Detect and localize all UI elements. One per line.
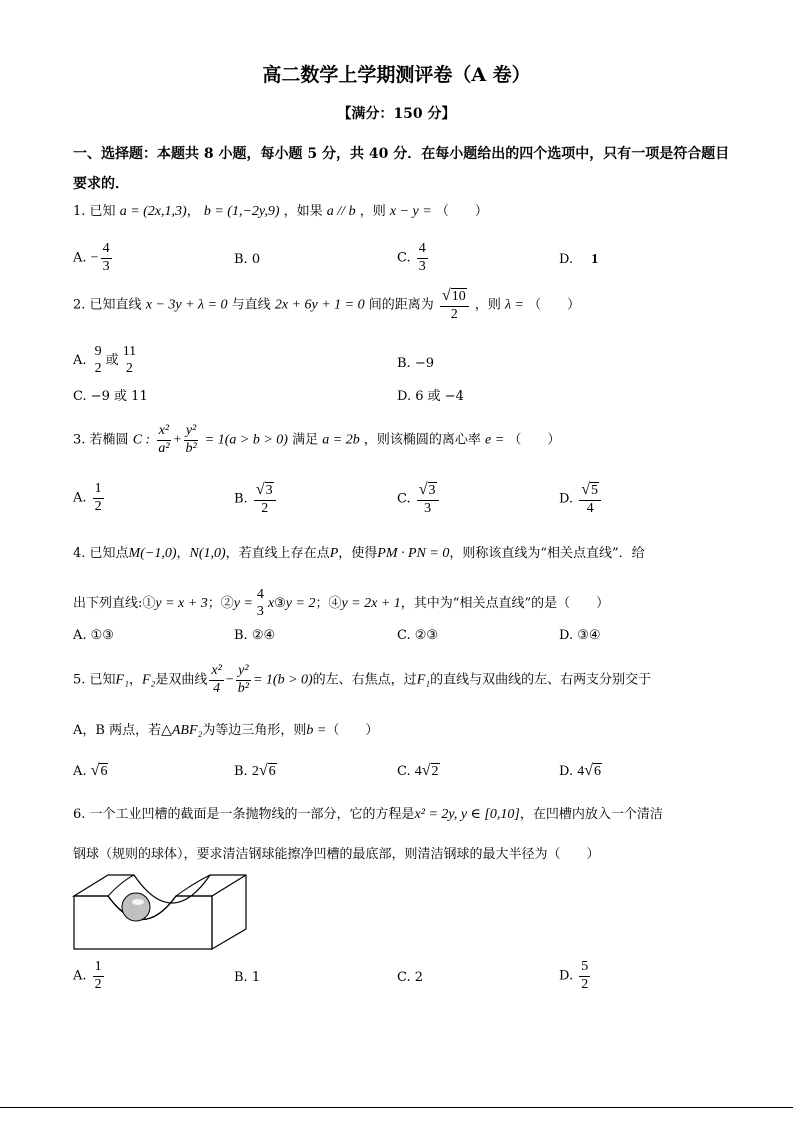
q6-option-d	[559, 960, 592, 992]
q1-bracket: （ ）	[435, 204, 488, 219]
q2-option-a-or: 或	[105, 353, 119, 369]
q5-option-c-radicand: 2	[431, 764, 439, 779]
page-title: 高二数学上学期测评卷（A 卷）	[262, 64, 531, 86]
question-6-line2: 钢球（规则的球体），要求清洁钢球能擦净凹槽的最底部，则清洁钢球的最大半径为（ ）	[73, 847, 600, 862]
q5-comma: ，	[128, 672, 142, 688]
q5-option-a: A. √ 6	[73, 762, 108, 779]
q2-line1: x − 3y + λ = 0	[145, 297, 228, 313]
q1-vector-a: a = (2x,1,3)	[119, 204, 187, 219]
q1-option-d	[559, 253, 598, 267]
q2-option-b: B. −9	[397, 356, 434, 371]
q3-y-term: $\frac{\text{y²}}{\text{b²}}$	[185, 423, 197, 456]
q6-option-a-fraction: $\frac{1}{2}$	[94, 959, 102, 992]
groove-inner-curve	[108, 875, 134, 896]
q2-line2: 2x + 6y + 1 = 0	[274, 297, 365, 313]
q5-triangle: △ABF₂	[161, 723, 203, 738]
q3-plus: +	[173, 432, 182, 448]
q6-option-b: B. 1	[234, 970, 261, 985]
q4-option-d: D. ③④	[559, 628, 601, 643]
q5-focus-1b: F₁	[416, 672, 431, 688]
q4-comma: ，	[176, 546, 190, 561]
q4-option-c: C. ②③	[397, 628, 439, 643]
q5-option-d-label: D.	[559, 764, 574, 779]
q5-option-b: B. 2 √ 6	[234, 762, 276, 779]
q5-equation-rhs: = 1(b > 0)	[252, 672, 313, 688]
q5-minus: −	[225, 672, 234, 688]
q4-point-m: M(−1,0)	[128, 546, 177, 561]
question-2	[73, 288, 580, 322]
q6-option-d-label: D.	[559, 968, 574, 984]
q4-line-2-fraction: 4 3	[256, 587, 264, 619]
q3-then: ，则该椭圆的离心率	[363, 432, 481, 448]
groove-inner-curve-right	[176, 875, 210, 896]
q4-line-1: y = x + 3	[155, 596, 208, 612]
q4-number: 4. 已知点	[73, 546, 129, 561]
q1-vector-b: b = (1,−2y,9)	[203, 204, 280, 219]
question-5-line2	[73, 724, 378, 738]
q4-option-a: A. ①③	[73, 628, 114, 643]
q5-option-a-radicand: 6	[100, 764, 108, 779]
q6-text-1: 6. 一个工业凹槽的截面是一条抛物线的一部分，它的方程是	[73, 807, 415, 822]
q1-condition: a // b	[326, 204, 356, 219]
steel-ball-icon	[122, 893, 150, 921]
q1-expression: x − y =	[389, 204, 432, 219]
q2-option-a	[73, 345, 140, 376]
groove-edge-right	[212, 875, 246, 896]
q5-option-d: D. 4 √ 6	[559, 762, 602, 779]
q1-option-c	[397, 242, 430, 274]
q3-option-a-fraction: $\frac{1}{2}$	[94, 481, 102, 514]
question-5	[73, 664, 651, 696]
q3-ellipse-name: C :	[132, 432, 151, 448]
q4-sep-2: ；②	[207, 596, 234, 612]
q4-sep-4: ；④	[315, 596, 342, 612]
question-3	[73, 424, 560, 456]
q2-option-a-frac1: 9 2	[94, 344, 102, 376]
q5-focus-1: F₁	[115, 672, 129, 688]
q4-tail: ，则称该直线为“相关点直线”．给	[449, 546, 645, 561]
q1-option-c-fraction: $\frac{4}{3}$	[418, 241, 426, 274]
q3-equation-rhs: = 1(a > b > 0)	[204, 432, 288, 448]
q5-tail-2: 的直线与双曲线的左、右两支分别交于	[430, 672, 652, 688]
q3-option-d-label: D.	[559, 491, 574, 507]
q2-option-a-label: A.	[73, 353, 87, 369]
q5-tail: 的左、右焦点，过	[312, 672, 417, 688]
q3-number: 3. 若椭圆	[73, 432, 129, 448]
q2-option-c: C. −9 或 11	[73, 389, 148, 404]
q3-eccentricity: e =	[485, 432, 505, 448]
q6-text-2: ，在凹槽内放入一个清洁	[519, 807, 663, 822]
q6-option-a	[73, 960, 106, 992]
q5-bracket: （ ）	[326, 723, 379, 738]
q4-point-n: N(1,0)	[189, 546, 226, 561]
q1-option-d-value: 1	[591, 252, 599, 267]
q2-distance-value: √ 10 2	[440, 288, 469, 322]
q1-then: ，则	[359, 204, 386, 219]
q4-line-4: y = 2x + 1	[341, 596, 401, 612]
q3-option-b-fraction: √ 3 2	[254, 482, 276, 516]
groove-back-edge	[74, 875, 246, 949]
q1-if: ，如果	[283, 204, 323, 219]
q1-option-d-label: D.	[559, 252, 574, 267]
question-4	[73, 547, 645, 561]
q5-focus-2: F₂	[141, 672, 156, 688]
q4-line-2-lhs: y =	[233, 596, 253, 612]
q5-option-b-label: B.	[234, 764, 248, 779]
q3-option-c-fraction: √ 3 3	[417, 482, 439, 516]
section-heading: 一、选择题：本题共 8 小题，每小题 5 分，共 40 分．在每小题给出的四个选项中，只有一项是符合题目要求的．	[73, 146, 730, 192]
q1-option-c-label: C.	[397, 250, 411, 266]
ball-highlight	[132, 899, 144, 905]
q5-y-term: $\frac{\text{y²}}{\text{b²}}$	[237, 663, 249, 696]
q4-line-3: y = 2	[285, 596, 316, 612]
q1-option-a-label: A.	[73, 250, 87, 266]
q1-option-a-fraction: $\frac{4}{3}$	[102, 241, 110, 274]
q1-option-a-minus: −	[90, 250, 99, 266]
q5-option-c-coef: 4	[414, 764, 422, 779]
q5-option-b-coef: 2	[251, 764, 259, 779]
q3-option-c	[397, 482, 441, 516]
q3-condition: a = 2b	[322, 432, 360, 448]
q6-equation: x² = 2y, y ∈ [0,10]	[414, 807, 520, 822]
q5-option-c: C. 4 √ 2	[397, 762, 439, 779]
q5-option-a-label: A.	[73, 764, 87, 779]
q2-option-d: D. 6 或 −4	[397, 389, 464, 404]
question-4-line2	[73, 588, 609, 619]
q5-option-d-coef: 4	[577, 764, 585, 779]
q4-sep-3: ③	[274, 596, 286, 612]
q3-x-term: $\frac{\text{x²}}{\text{a²}}$	[158, 423, 170, 456]
q4-dot-product: PM · PN = 0	[377, 546, 450, 561]
full-score: 【满分：150 分】	[337, 106, 456, 122]
q5-line2-intro: A，B 两点，若	[73, 723, 162, 738]
q3-satisfies: 满足	[292, 432, 319, 448]
q6-option-a-label: A.	[73, 968, 87, 984]
q3-option-a-label: A.	[73, 490, 87, 506]
q2-then: ，则	[474, 297, 501, 313]
q2-option-a-frac2: 11 2	[122, 344, 137, 376]
q5-option-b-radicand: 6	[268, 764, 276, 779]
q4-mid: ，若直线上存在点	[225, 546, 330, 561]
q3-option-b-label: B.	[234, 491, 248, 507]
q5-number: 5. 已知	[73, 672, 116, 688]
q6-option-d-fraction: $\frac{5}{2}$	[581, 959, 589, 992]
q1-option-b: B. 0	[234, 252, 261, 267]
q2-bracket: （ ）	[528, 297, 581, 313]
q5-option-d-radicand: 6	[594, 764, 602, 779]
q5-line2-mid: 为等边三角形，则	[202, 723, 307, 738]
q5-option-c-label: C.	[397, 764, 411, 779]
page-footer-rule	[0, 1107, 793, 1108]
q3-bracket: （ ）	[508, 432, 561, 448]
q4-lines-intro: 出下列直线:①	[73, 596, 156, 612]
q2-lambda: λ =	[504, 297, 524, 313]
q3-option-a	[73, 482, 106, 514]
q5-x-term: $\frac{\text{x²}}{4}$	[211, 663, 222, 696]
q4-tail-2: ，其中为“相关点直线”的是（ ）	[400, 596, 610, 612]
q6-option-c: C. 2	[397, 970, 424, 985]
q4-line-2-x: x	[267, 596, 275, 612]
q3-option-c-label: C.	[397, 491, 411, 507]
q1-number: 1. 已知	[73, 204, 116, 219]
q4-point-p: P	[329, 546, 339, 561]
question-6	[73, 808, 663, 822]
q4-option-b: B. ②④	[234, 628, 276, 643]
q4-make: ，使得	[338, 546, 378, 561]
q2-mid: 与直线	[231, 297, 271, 313]
q5-is: 是双曲线	[155, 672, 208, 688]
q3-option-b	[234, 482, 278, 516]
question-1: 1. 已知 a = (2x,1,3)， b = (1,−2y,9) ，如果 a // b ，则 x − y = （ ）	[73, 204, 488, 219]
q2-distance-text: 间的距离为	[368, 297, 434, 313]
q1-option-a	[73, 242, 114, 274]
groove-figure	[72, 871, 250, 953]
q3-option-d-fraction: √ 5 4	[579, 482, 601, 516]
q2-number: 2. 已知直线	[73, 297, 142, 313]
q5-b: b =	[306, 723, 327, 738]
q3-option-d	[559, 482, 603, 516]
